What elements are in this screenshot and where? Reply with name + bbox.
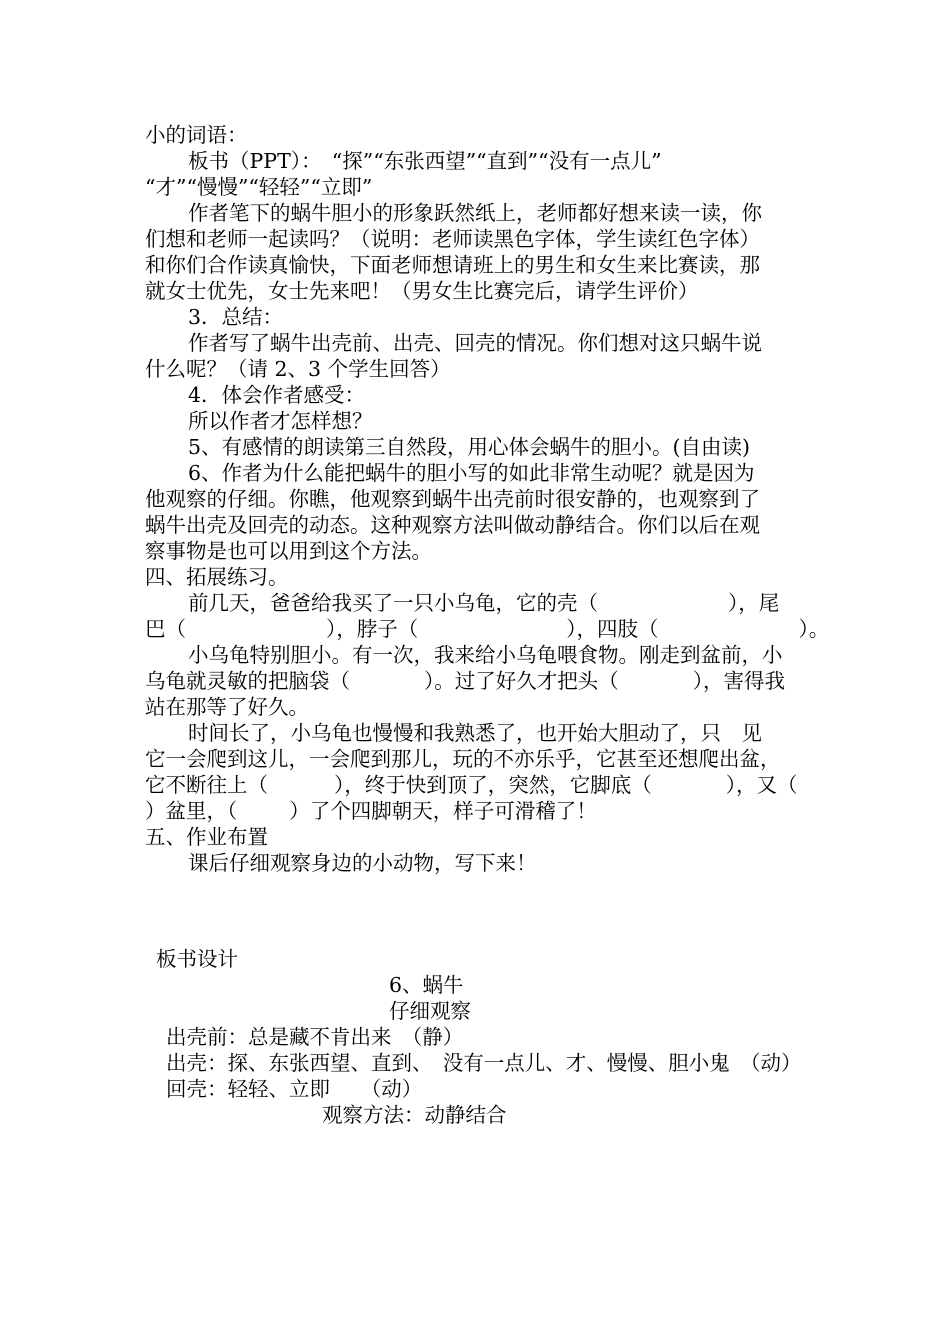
board-title: 6、蜗牛	[389, 973, 464, 997]
text-segment: ）盆里，（	[145, 799, 238, 823]
text-line: 他观察的仔细。你瞧，他观察到蜗牛出壳前时很安静的，也观察到了	[145, 487, 760, 511]
text-line: 时间长了，小乌龟也慢慢和我熟悉了，也开始大胆动了，只 见	[188, 721, 762, 745]
text-line: 课后仔细观察身边的小动物，写下来！	[188, 851, 537, 875]
board-heading: 板书设计	[156, 947, 238, 971]
text-line: 作者笔下的蜗牛胆小的形象跃然纸上，老师都好想来读一读，你	[188, 201, 762, 225]
text-segment: 它不断往上（	[145, 773, 268, 797]
board-row: 出壳：探、东张西望、直到、 没有一点儿、才、慢慢、胆小鬼 （动）	[166, 1051, 802, 1075]
text-line: 就女士优先，女士先来吧！（男女生比赛完后，请学生评价）	[145, 279, 699, 303]
text-segment: 前几天，爸爸给我买了一只小乌龟，它的壳（	[188, 591, 598, 615]
text-segment: ），尾	[728, 591, 780, 615]
text-line: 5、有感情的朗读第三自然段，用心体会蜗牛的胆小。(自由读)	[188, 435, 751, 459]
text-line: 板书（PPT）： “探”“东张西望”“直到”“没有一点儿”	[188, 149, 662, 173]
board-row: 回壳：轻轻、立即 （动）	[166, 1077, 423, 1101]
text-line: 作者写了蜗牛出壳前、出壳、回壳的情况。你们想对这只蜗牛说	[188, 331, 762, 355]
text-segment: 巴（	[145, 617, 186, 641]
section-heading: 3．总结：	[188, 305, 284, 329]
text-line: 察事物是也可以用到这个方法。	[145, 539, 432, 563]
text-segment: 乌龟就灵敏的把脑袋（	[145, 669, 350, 693]
board-subtitle: 仔细观察	[389, 999, 471, 1023]
board-method: 观察方法：动静结合	[322, 1103, 507, 1127]
section-heading: 4．体会作者感受：	[188, 383, 366, 407]
text-line: 所以作者才怎样想？	[188, 409, 373, 433]
text-segment: ），又（	[725, 773, 798, 797]
text-line: 6、作者为什么能把蜗牛的胆小写的如此非常生动呢？就是因为	[188, 461, 755, 485]
text-line	[145, 617, 829, 642]
text-line: 们想和老师一起读吗？（说明：老师读黑色字体，学生读红色字体）	[145, 227, 760, 251]
text-segment: ）。过了好久才把头（	[424, 669, 619, 693]
text-line: 小的词语：	[145, 123, 248, 147]
board-row: 出壳前：总是藏不肯出来 （静）	[166, 1025, 464, 1049]
text-line: 什么呢？（请 2、3 个学生回答）	[145, 357, 451, 381]
text-segment: ），害得我	[692, 669, 785, 693]
text-line: 和你们合作读真愉快，下面老师想请班上的男生和女生来比赛读，那	[145, 253, 760, 277]
section-heading: 四、拓展练习。	[145, 565, 289, 589]
text-line: 它一会爬到这儿，一会爬到那儿，玩的不亦乐乎，它甚至还想爬出盆，	[145, 747, 781, 771]
text-segment: ），终于快到顶了，突然，它脚底（	[334, 773, 652, 797]
text-segment: ）。	[798, 617, 830, 641]
text-line	[188, 591, 779, 616]
text-line: 蜗牛出壳及回壳的动态。这种观察方法叫做动静结合。你们以后在观	[145, 513, 760, 537]
text-segment: ），四肢（	[566, 617, 659, 641]
text-line	[145, 799, 597, 824]
text-line: 站在那等了好久。	[145, 695, 309, 719]
text-line	[145, 773, 798, 798]
text-line: “才”“慢慢”“轻轻”“立即”	[145, 175, 373, 199]
text-line: 小乌龟特别胆小。有一次，我来给小乌龟喂食物。刚走到盆前，小	[188, 643, 783, 667]
text-segment: ）了个四脚朝天，样子可滑稽了！	[289, 799, 597, 823]
section-heading: 五、作业布置	[145, 825, 268, 849]
text-segment: ），脖子（	[326, 617, 419, 641]
text-line	[145, 669, 785, 694]
